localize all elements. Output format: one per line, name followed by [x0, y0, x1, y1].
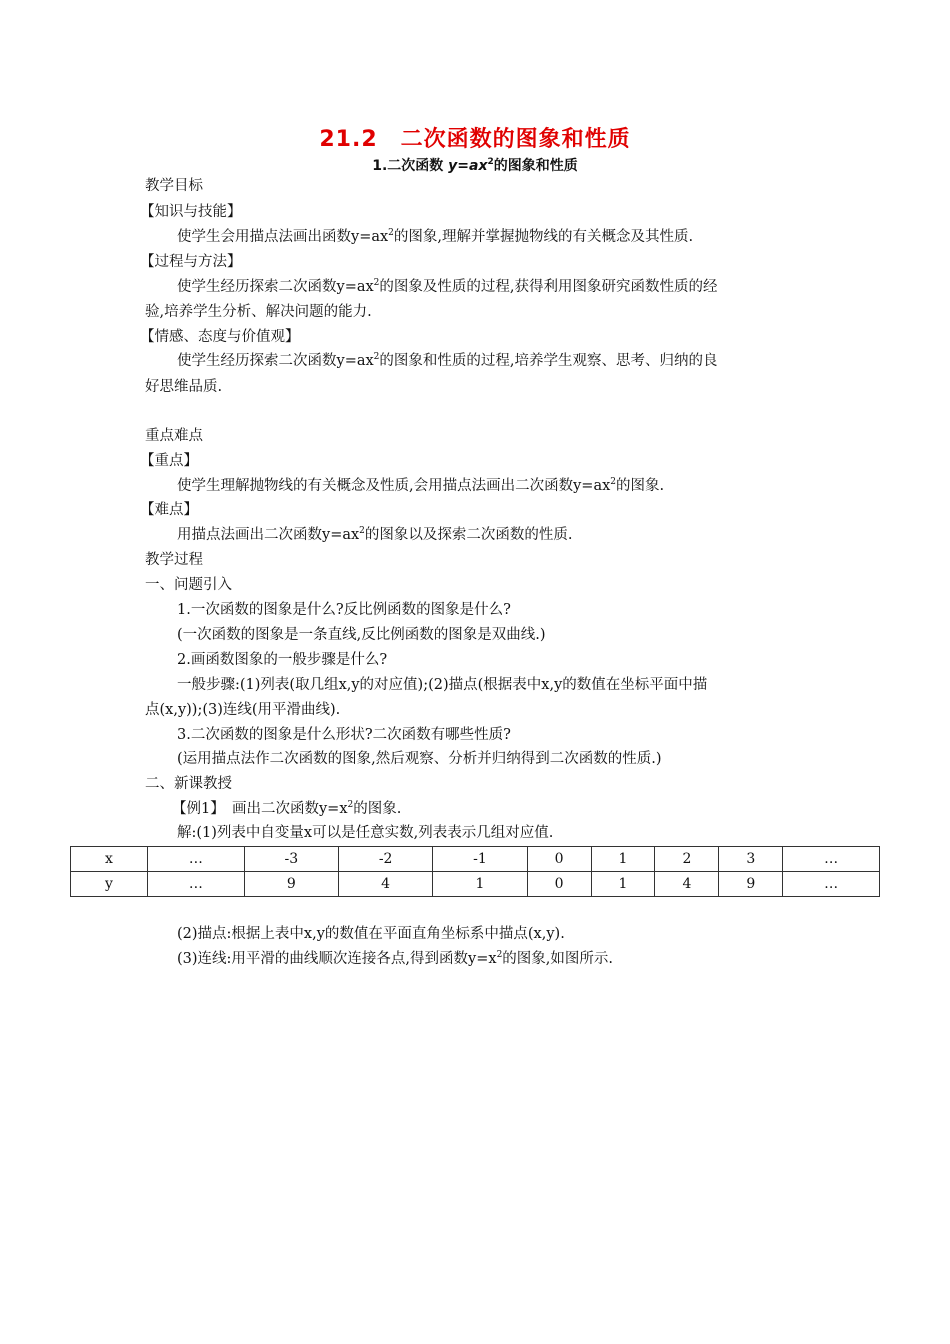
emotion-text-sup: 2 — [373, 352, 380, 362]
keypoints-heading: 重点难点 — [145, 428, 203, 444]
knowledge-text-post: 的图象,理解并掌握抛物线的有关概念及其性质. — [393, 229, 694, 245]
difficult-tag: 【难点】 — [140, 502, 198, 518]
subtitle-superscript: 2 — [487, 157, 494, 167]
table-cell: 9 — [244, 872, 338, 897]
page-subtitle — [0, 155, 950, 175]
solution-step-two: (2)描点:根据上表中x,y的数值在平面直角坐标系中描点(x,y). — [177, 926, 565, 942]
key-text-sup: 2 — [610, 477, 617, 487]
question-one: 1.一次函数的图象是什么?反比例函数的图象是什么? — [177, 602, 511, 618]
example-text-sup: 2 — [347, 800, 354, 810]
table-cell: … — [148, 872, 245, 897]
step-three-pre: (3)连线:用平滑的曲线顺次连接各点,得到函数y=x — [177, 951, 497, 967]
table-cell: 2 — [655, 847, 719, 872]
goals-heading: 教学目标 — [145, 178, 203, 194]
table-cell: 4 — [338, 872, 432, 897]
table-cell: 0 — [527, 847, 591, 872]
knowledge-text-sup: 2 — [388, 228, 394, 238]
table-cell: -1 — [433, 847, 527, 872]
table-cell: … — [783, 847, 880, 872]
difficult-text-post: 的图象以及探索二次函数的性质. — [364, 527, 573, 543]
table-row-x — [71, 847, 880, 872]
table-cell: … — [148, 847, 245, 872]
table-cell: -3 — [244, 847, 338, 872]
table-cell: 9 — [719, 872, 783, 897]
process-text — [177, 277, 718, 297]
key-text-pre: 使学生理解抛物线的有关概念及性质,会用描点法画出二次函数y=ax — [177, 478, 611, 494]
table-cell: -2 — [338, 847, 432, 872]
knowledge-tag: 【知识与技能】 — [140, 204, 242, 220]
table-cell: 1 — [591, 847, 655, 872]
key-text — [177, 476, 664, 496]
example-text-pre: 画出二次函数y=x — [217, 801, 348, 817]
difficult-text-sup: 2 — [359, 526, 365, 536]
answer-three: (运用描点法作二次函数的图象,然后观察、分析并归纳得到二次函数的性质.) — [177, 751, 662, 767]
emotion-text-cont: 好思维品质. — [145, 379, 223, 395]
step-three-post: 的图象,如图所示. — [502, 951, 614, 967]
answer-two-line2: 点(x,y));(3)连线(用平滑曲线). — [145, 702, 341, 718]
section-two-heading: 二、新课教授 — [145, 776, 232, 792]
subtitle-prefix: 1.二次函数 — [372, 158, 449, 174]
example-one — [172, 799, 401, 819]
emotion-text-post: 的图象和性质的过程,培养学生观察、思考、归纳的良 — [379, 353, 718, 369]
knowledge-text-pre: 使学生会用描点法画出函数y=ax — [177, 229, 389, 245]
process-tag: 【过程与方法】 — [140, 254, 242, 270]
answer-one: (一次函数的图象是一条直线,反比例函数的图象是双曲线.) — [177, 627, 546, 643]
process-text-sup: 2 — [373, 278, 380, 288]
value-table — [70, 846, 880, 897]
process-text-post: 的图象及性质的过程,获得利用图象研究函数性质的经 — [379, 279, 718, 295]
answer-two-line1: 一般步骤:(1)列表(取几组x,y的对应值);(2)描点(根据表中x,y的数值在坐标平面中描 — [177, 677, 708, 693]
table-cell: x — [71, 847, 148, 872]
table-cell: 0 — [527, 872, 591, 897]
emotion-text-pre: 使学生经历探索二次函数y=ax — [177, 353, 374, 369]
question-two: 2.画函数图象的一般步骤是什么? — [177, 652, 388, 668]
table-cell: 3 — [719, 847, 783, 872]
table-cell: … — [783, 872, 880, 897]
question-three: 3.二次函数的图象是什么形状?二次函数有哪些性质? — [177, 727, 511, 743]
table-cell: 1 — [433, 872, 527, 897]
subtitle-formula: y=ax — [448, 158, 488, 174]
difficult-text-pre: 用描点法画出二次函数y=ax — [177, 527, 360, 543]
knowledge-text — [177, 227, 693, 247]
table-cell: 4 — [655, 872, 719, 897]
process-text-cont: 验,培养学生分析、解决问题的能力. — [145, 304, 372, 320]
emotion-text — [177, 351, 718, 371]
key-text-post: 的图象. — [616, 478, 665, 494]
section-one-heading: 一、问题引入 — [145, 577, 232, 593]
table-row-y — [71, 872, 880, 897]
table-cell: 1 — [591, 872, 655, 897]
process-text-pre: 使学生经历探索二次函数y=ax — [177, 279, 374, 295]
subtitle-suffix: 的图象和性质 — [493, 158, 578, 174]
example-tag: 【例1】 — [172, 801, 218, 817]
process-heading: 教学过程 — [145, 552, 203, 568]
solution-step-three — [177, 949, 613, 969]
table-cell: y — [71, 872, 148, 897]
emotion-tag: 【情感、态度与价值观】 — [140, 329, 300, 345]
step-three-sup: 2 — [496, 950, 503, 960]
solution-step-one: 解:(1)列表中自变量x可以是任意实数,列表表示几组对应值. — [177, 825, 554, 841]
example-text-post: 的图象. — [353, 801, 402, 817]
page-title: 21.2 二次函数的图象和性质 — [319, 127, 631, 152]
key-tag: 【重点】 — [140, 453, 198, 469]
difficult-text — [177, 525, 573, 545]
